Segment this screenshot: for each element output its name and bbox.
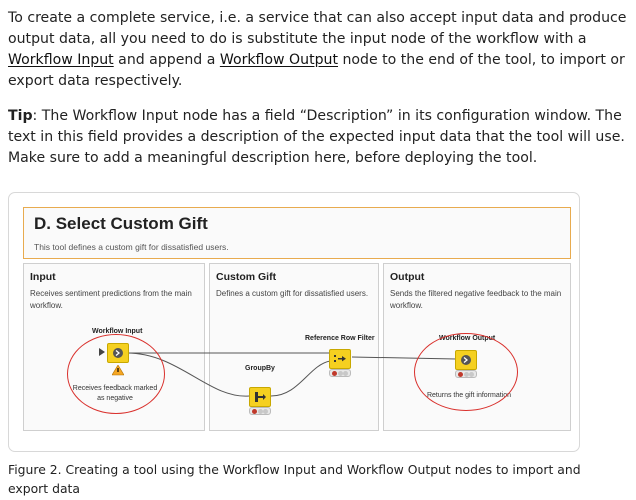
intro-text-middle: and append a [113,52,220,68]
intro-text: To create a complete service, i.e. a service that can also accept input data and produce output data, all you need to do is substitute the input node of the workflow with a [8,10,627,47]
reference-row-filter-node[interactable] [329,349,351,369]
panel-title: Custom Gift [216,271,277,283]
workflow-output-highlight-ring [414,333,518,411]
row-filter-icon [330,350,350,368]
groupby-icon [250,388,270,406]
tip-text: : The Workflow Input node has a field “Description” in its configuration window. The text in this field provides a description of the expected input data that the tool will use. Make sure to add a meaningful description here, before deploying the tool. [8,108,625,166]
workflow-input-node-label: Workflow Input [92,328,143,335]
workflow-input-link[interactable]: Workflow Input [8,52,114,68]
panel-title: Output [390,271,425,283]
workflow-input-highlight-ring [67,334,165,414]
intro-text-end: node to the end of the tool, to import or export data respectively. [8,52,625,89]
workflow-output-note: Returns the gift information [426,392,512,399]
figure-title: D. Select Custom Gift [34,214,208,233]
workflow-output-link[interactable]: Workflow Output [219,52,339,68]
groupby-node[interactable] [249,387,271,407]
workflow-output-node-label: Workflow Output [439,335,496,342]
tip-label: Tip [8,108,33,124]
panel-description: Sends the filtered negative feedback to the main workflow. [390,289,562,310]
reference-row-filter-status [329,369,351,377]
figure-subtitle: This tool defines a custom gift for dissatisfied users. [34,242,229,252]
groupby-status [249,407,271,415]
panel-description: Receives sentiment predictions from the main workflow. [30,289,192,310]
intro-paragraph [8,8,628,92]
workflow-input-note: Receives feedback marked as negative [72,385,158,402]
panel-title: Input [30,271,56,283]
figure-caption: Figure 2. Creating a tool using the Workflow Input and Workflow Output nodes to import and export data [8,462,581,496]
connection-groupby-filter [271,361,330,396]
reference-row-filter-node-label: Reference Row Filter [305,335,375,342]
panel-description: Defines a custom gift for dissatisfied users. [216,289,369,298]
tip-paragraph [8,106,628,169]
node-connections [9,193,579,451]
groupby-node-label: GroupBy [245,365,275,372]
workflow-figure [8,192,580,452]
